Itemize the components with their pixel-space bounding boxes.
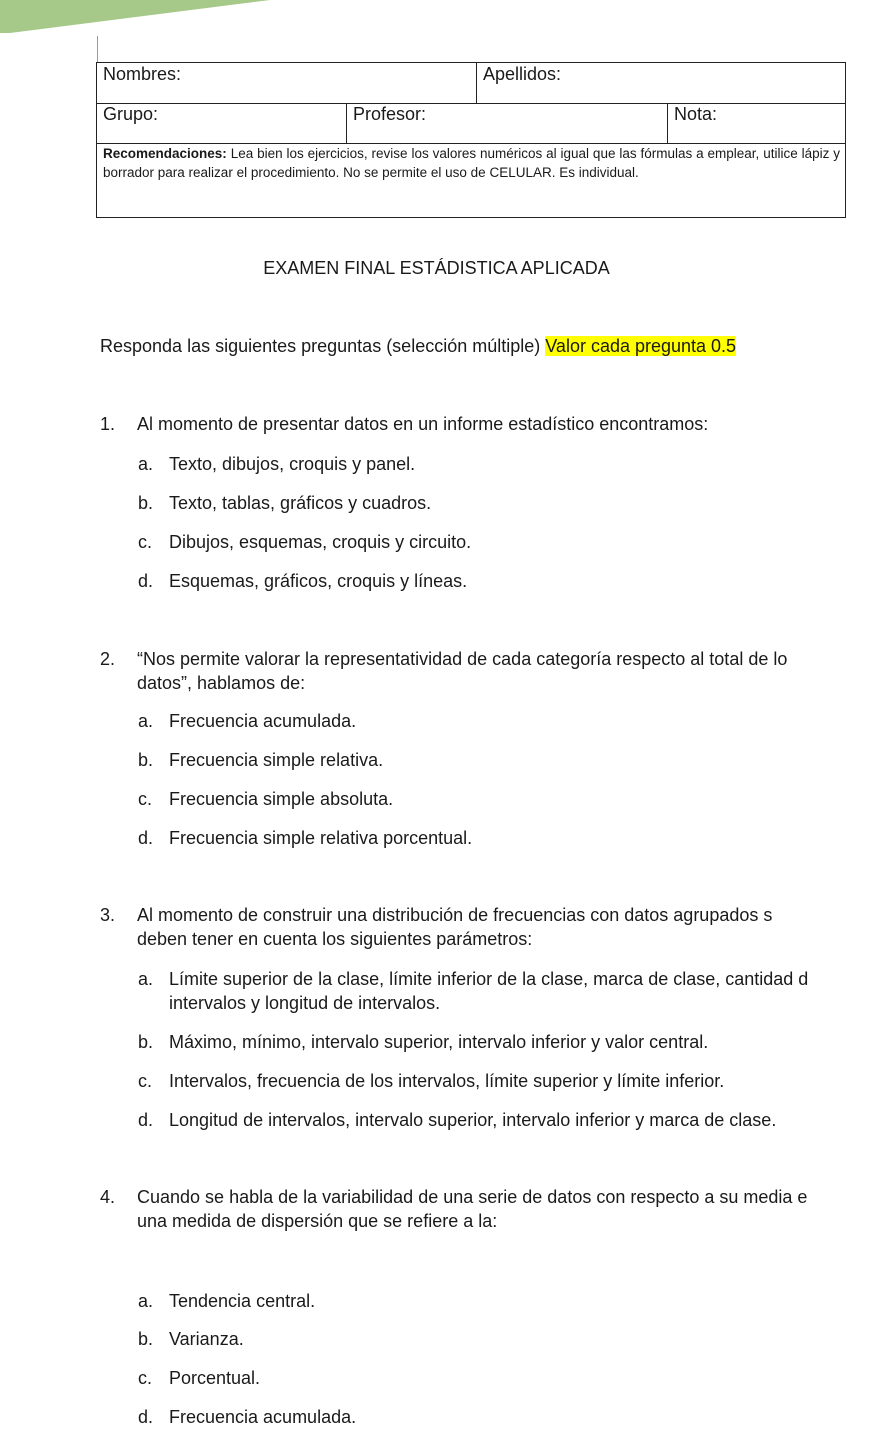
question-number: 1. [100,414,116,434]
option-1a[interactable] [138,452,873,476]
option-text: Máximo, mínimo, intervalo superior, intervalo inferior y valor central. [169,1032,709,1052]
option-4d[interactable] [138,1405,873,1429]
question-2 [100,647,873,695]
apellidos-label: Apellidos: [483,64,562,84]
points-highlight: Valor cada pregunta 0.5 [545,336,737,356]
option-letter: a. [138,711,154,731]
divider [97,103,845,104]
question-text: Al momento de presentar datos en un informe estadístico encontramos: [137,414,709,434]
option-text: Frecuencia simple relativa porcentual. [169,828,473,848]
instructions-text: Responda las siguientes preguntas (selección múltiple) [100,336,541,356]
option-text: Frecuencia acumulada. [169,1407,357,1427]
option-text: Intervalos, frecuencia de los intervalos, límite superior y límite inferior. [169,1071,725,1091]
divider [476,63,477,103]
option-text: Frecuencia simple relativa. [169,750,384,770]
option-1b[interactable] [138,491,873,515]
option-letter: c. [138,1071,153,1091]
recommendations-text: Lea bien los ejercicios, revise los valores numéricos al igual que las fórmulas a emplear, utilice lápiz y borrador para realizar el procedimiento. No se permite el uso de CELULAR. Es individual. [103,146,840,180]
recommendations-label: Recomendaciones: [103,146,227,161]
option-letter: b. [138,493,154,513]
question-text-line1: Cuando se habla de la variabilidad de una serie de datos con respecto a su media e [137,1187,808,1207]
question-number: 3. [100,905,116,925]
option-text: Frecuencia acumulada. [169,711,357,731]
nombres-label: Nombres: [103,64,182,84]
apellidos-cell[interactable] [477,63,845,103]
option-text: Dibujos, esquemas, croquis y circuito. [169,532,472,552]
option-letter: d. [138,571,154,591]
option-text: Frecuencia simple absoluta. [169,789,394,809]
option-letter: c. [138,532,153,552]
option-4a[interactable] [138,1289,873,1313]
question-text-line1: Al momento de construir una distribución de frecuencias con datos agrupados s [137,905,773,925]
option-1c[interactable] [138,530,873,554]
option-text: Longitud de intervalos, intervalo superior, intervalo inferior y marca de clase. [169,1110,777,1130]
nota-cell[interactable] [668,103,845,143]
divider [346,103,347,143]
option-text: Esquemas, gráficos, croquis y líneas. [169,571,468,591]
option-text-line2: intervalos y longitud de intervalos. [169,993,441,1013]
option-letter: a. [138,969,154,989]
option-text: Porcentual. [169,1368,261,1388]
option-letter: c. [138,789,153,809]
option-3a[interactable] [138,967,873,1015]
option-text-line1: Límite superior de la clase, límite inferior de la clase, marca de clase, cantidad d [169,969,809,989]
question-3 [100,903,873,951]
exam-title: EXAMEN FINAL ESTÁDISTICA APLICADA [263,258,610,278]
question-number: 2. [100,649,116,669]
decorative-green-band [0,0,270,36]
question-text-line2: deben tener en cuenta los siguientes parámetros: [137,929,533,949]
option-3c[interactable] [138,1069,873,1093]
option-letter: d. [138,1110,154,1130]
option-letter: a. [138,1291,154,1311]
option-letter: a. [138,454,154,474]
option-text: Tendencia central. [169,1291,316,1311]
recommendations [97,144,845,182]
profesor-cell[interactable] [347,103,668,143]
grupo-label: Grupo: [103,104,159,124]
option-2d[interactable] [138,826,873,850]
option-letter: d. [138,828,154,848]
margin-corner-mark [97,36,98,62]
option-2a[interactable] [138,709,873,733]
option-letter: c. [138,1368,153,1388]
option-2c[interactable] [138,787,873,811]
option-2b[interactable] [138,748,873,772]
question-text-line2: una medida de dispersión que se refiere a la: [137,1211,498,1231]
option-letter: b. [138,1329,154,1349]
grupo-cell[interactable] [97,103,347,143]
option-letter: b. [138,750,154,770]
question-text-line1: “Nos permite valorar la representatividad de cada categoría respecto al total de lo [137,649,788,669]
profesor-label: Profesor: [353,104,427,124]
option-text: Texto, tablas, gráficos y cuadros. [169,493,432,513]
nota-label: Nota: [674,104,718,124]
option-4b[interactable] [138,1327,873,1351]
option-letter: d. [138,1407,154,1427]
divider [667,103,668,143]
option-text: Varianza. [169,1329,244,1349]
question-4 [100,1185,873,1233]
option-letter: b. [138,1032,154,1052]
question-text-line2: datos”, hablamos de: [137,673,306,693]
option-text: Texto, dibujos, croquis y panel. [169,454,416,474]
option-3b[interactable] [138,1030,873,1054]
option-1d[interactable] [138,569,873,593]
student-info-table [96,62,846,218]
question-number: 4. [100,1187,116,1207]
nombres-cell[interactable] [97,63,477,103]
option-3d[interactable] [138,1108,873,1132]
question-1 [100,412,873,436]
instructions [100,336,736,357]
option-4c[interactable] [138,1366,873,1390]
